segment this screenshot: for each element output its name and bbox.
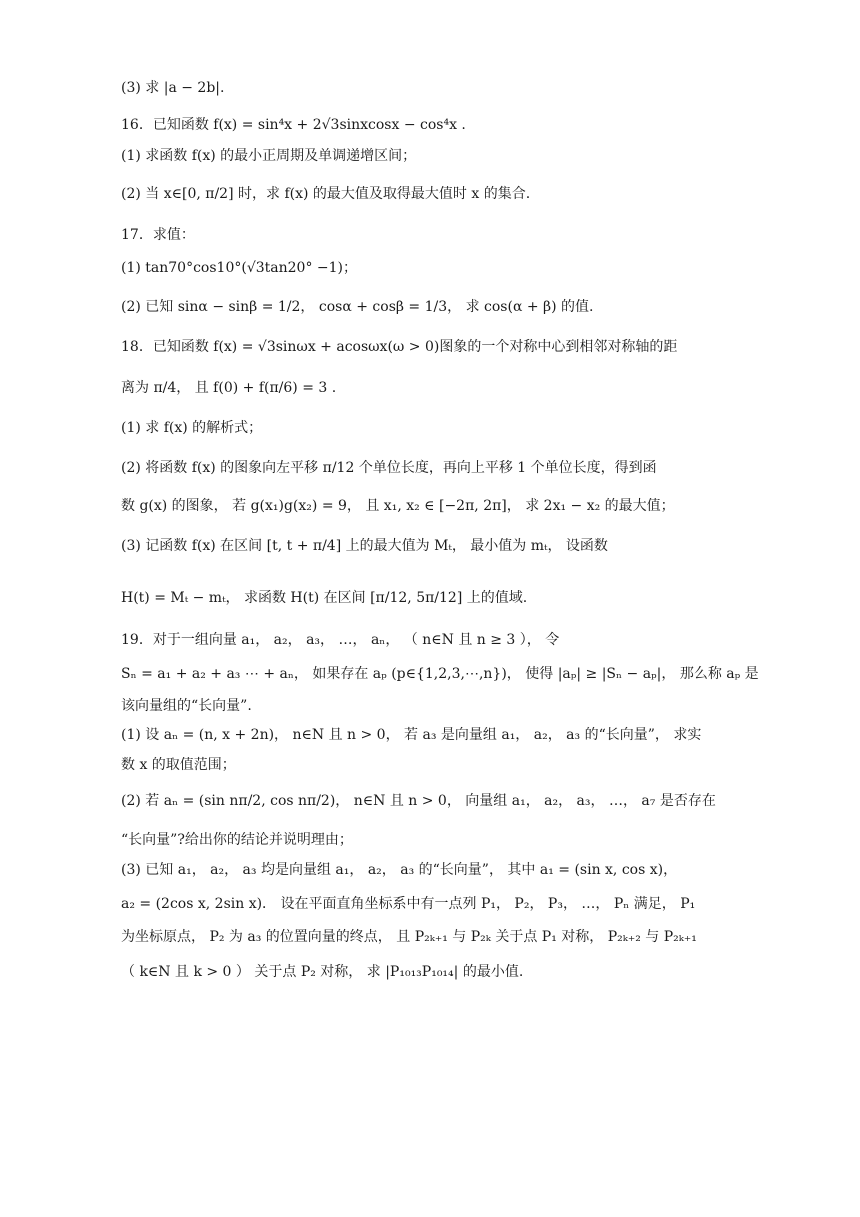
exam-page: (3) 求 |a − 2b|. 16．已知函数 f(x) = sin⁴x + 2√3sinxcosx − cos⁴x . (1) 求函数 f(x) 的最小正周期及单调递增区间； (2) 当 x∈[0, π/2] 时，求 f(x) 的最大值及取得最大值时 x 的集合. 17．求值： (1) tan70°cos10°(√3tan20° −1)； (2) 已知 sinα − sinβ = 1/2， cosα + cosβ = 1/3， 求 cos(α + β) 的值. 18．已知函数 f(x) = √3sinωx + acosωx(ω > 0)图象的一个对称中心到相邻对称轴的距 离为 π/4， 且 f(0) + f(π/6) = 3 . (1) 求 f(x) 的解析式； (2) 将函数 f(x) 的图象向左平移 π/12 个单位长度，再向上平移 1 个单位长度，得到函 数 g(x) 的图象， 若 g(x₁)g(x₂) = 9， 且 x₁, x₂ ∈ [−2π, 2π]， 求 2x₁ − x₂ 的最大值； (3) 记函数 f(x) 在区间 [t, t + π/4] 上的最大值为 Mₜ， 最小值为 mₜ， 设函数 H(t) = Mₜ − mₜ， 求函数 H(t) 在区间 [π/12, 5π/12] 上的值域. 19．对于一组向量 a₁， a₂， a₃， …， aₙ， （ n∈N 且 n ≥ 3 ）， 令 Sₙ = a₁ + a₂ + a₃ ⋯ + aₙ， 如果存在 aₚ (p∈{1,2,3,⋯,n})， 使得 |aₚ| ≥ |Sₙ − aₚ|， 那么称 aₚ 是 该向量组的“长向量”. (1) 设 aₙ = (n, x + 2n)， n∈N 且 n > 0， 若 a₃ 是向量组 a₁， a₂， a₃ 的“长向量”， 求实 数 x 的取值范围； (2) 若 aₙ = (sin nπ/2, cos nπ/2)， n∈N 且 n > 0， 向量组 a₁， a₂， a₃， …， a₇ 是否存在 “长向量”?给出你的结论并说明理由； (3) 已知 a₁， a₂， a₃ 均是向量组 a₁， a₂， a₃ 的“长向量”， 其中 a₁ = (sin x, cos x)， a₂ = (2cos x, 2sin x)． 设在平面直角坐标系中有一点列 P₁， P₂， P₃， …， Pₙ 满足， P₁ 为坐标原点， P₂ 为 a₃ 的位置向量的终点， 且 P₂ₖ₊₁ 与 P₂ₖ 关于点 P₁ 对称， P₂ₖ₊₂ 与 P₂ₖ₊₁ （ k∈N 且 k > 0 ） 关于点 P₂ 对称， 求 |P₁₀₁₃P₁₀₁₄| 的最小值. <box>121 80 759 980</box>
